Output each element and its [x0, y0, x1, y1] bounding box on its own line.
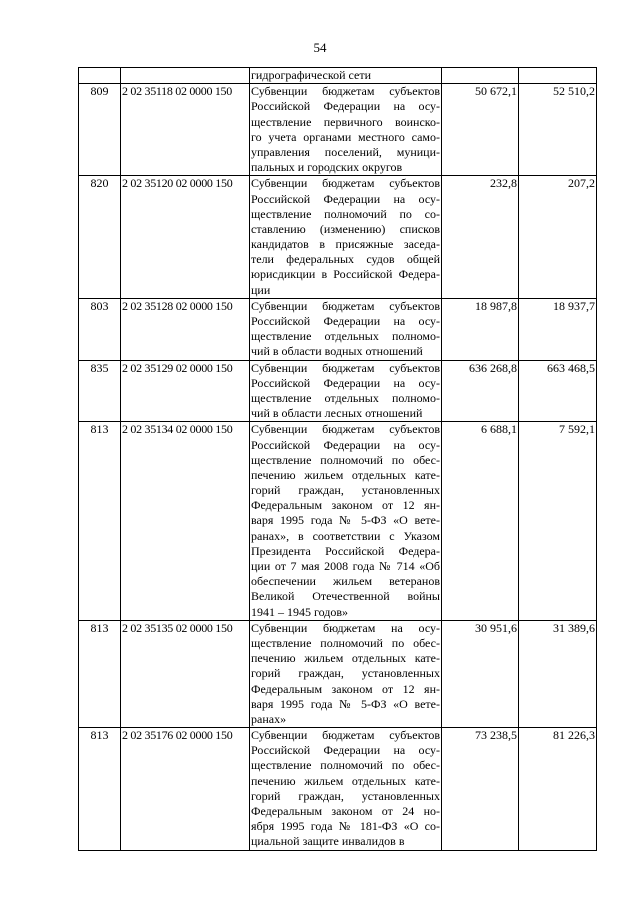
name-line: ществление полномочий по со-: [251, 206, 440, 221]
cell-value-2: 31 389,6: [519, 620, 597, 727]
cell-code: 803: [79, 298, 121, 360]
cell-name: [250, 176, 442, 299]
name-line: Федеральным законом от 12 ян-: [251, 681, 440, 696]
name-line: чий в области водных отношений: [251, 344, 423, 359]
name-line: Российской Федерации на осу-: [251, 191, 440, 206]
name-line: чий в области лесных отношений: [251, 406, 423, 421]
cell-name: [250, 360, 442, 422]
table-row: [79, 360, 597, 422]
name-line: кандидатов в присяжные заседа-: [251, 237, 440, 252]
name-line: Российской Федерации на осу-: [251, 99, 440, 114]
page-number: 54: [313, 40, 327, 55]
cell-value-2: [519, 68, 597, 84]
cell-kbk: 2 02 35118 02 0000 150: [121, 84, 250, 176]
name-line: Российской Федерации на осу-: [251, 375, 440, 390]
table-row: [79, 728, 597, 851]
table-row: [79, 84, 597, 176]
cell-name: [250, 298, 442, 360]
name-line: Великой Отечественной войны: [251, 589, 440, 604]
table-body: [79, 68, 597, 851]
cell-kbk: 2 02 35120 02 0000 150: [121, 176, 250, 299]
name-line: печению жильем отдельных кате-: [251, 651, 440, 666]
cell-code: 809: [79, 84, 121, 176]
cell-value-1: 636 268,8: [442, 360, 519, 422]
cell-code: [79, 68, 121, 84]
cell-value-2: 207,2: [519, 176, 597, 299]
name-line: Субвенции бюджетам субъектов: [251, 176, 440, 191]
budget-table: [78, 67, 597, 851]
cell-code: 813: [79, 728, 121, 851]
cell-kbk: 2 02 35129 02 0000 150: [121, 360, 250, 422]
name-line: Российской Федерации на осу-: [251, 314, 440, 329]
name-line: варя 1995 года № 5-ФЗ «О вете-: [251, 696, 440, 711]
cell-value-2: 81 226,3: [519, 728, 597, 851]
cell-value-1: 73 238,5: [442, 728, 519, 851]
name-line: ществление отдельных полномо-: [251, 390, 440, 405]
name-line: обеспечении жильем ветеранов: [251, 574, 440, 589]
cell-code: 820: [79, 176, 121, 299]
name-line: ществление полномочий по обес-: [251, 635, 440, 650]
name-line: ществление полномочий по обес-: [251, 758, 440, 773]
name-line: управления поселений, муници-: [251, 144, 440, 159]
name-line: Федеральным законом от 12 ян-: [251, 498, 440, 513]
cell-value-1: [442, 68, 519, 84]
name-line: горий граждан, установленных: [251, 788, 440, 803]
name-line: Субвенции бюджетам субъектов: [251, 360, 440, 375]
cell-value-2: 7 592,1: [519, 422, 597, 620]
name-line: ранах»: [251, 711, 287, 726]
cell-value-2: 18 937,7: [519, 298, 597, 360]
cell-value-1: 18 987,8: [442, 298, 519, 360]
name-line: ции от 7 мая 2008 года № 714 «Об: [251, 559, 440, 574]
cell-value-1: 30 951,6: [442, 620, 519, 727]
name-line: ществление первичного воинско-: [251, 114, 440, 129]
cell-code: 835: [79, 360, 121, 422]
name-line: ставлению (изменению) списков: [251, 221, 440, 236]
name-line: горий граждан, установленных: [251, 483, 440, 498]
name-line: Президента Российской Федера-: [251, 543, 440, 558]
cell-name: [250, 422, 442, 620]
cell-name: [250, 620, 442, 727]
name-line: Субвенции бюджетам субъектов: [251, 298, 440, 313]
table-row: [79, 422, 597, 620]
cell-value-2: 663 468,5: [519, 360, 597, 422]
cell-value-1: 50 672,1: [442, 84, 519, 176]
cell-kbk: 2 02 35134 02 0000 150: [121, 422, 250, 620]
name-line: ранах», в соответствии с Указом: [251, 528, 440, 543]
cell-value-2: 52 510,2: [519, 84, 597, 176]
name-line: 1941 – 1945 годов»: [251, 604, 349, 619]
name-line: варя 1995 года № 5-ФЗ «О вете-: [251, 513, 440, 528]
cell-name: [250, 84, 442, 176]
name-line: Российской Федерации на осу-: [251, 437, 440, 452]
name-line: печению жильем отдельных кате-: [251, 773, 440, 788]
name-line: ществление полномочий по обес-: [251, 452, 440, 467]
name-line: ября 1995 года № 181-ФЗ «О со-: [251, 819, 440, 834]
name-line: ции: [251, 282, 271, 297]
table-row: [79, 176, 597, 299]
table-row-continuation: [79, 68, 597, 84]
name-line: печению жильем отдельных кате-: [251, 467, 440, 482]
cell-name: [250, 728, 442, 851]
name-line: горий граждан, установленных: [251, 666, 440, 681]
table-row: [79, 620, 597, 727]
cell-kbk: [121, 68, 250, 84]
name-line: Субвенции бюджетам субъектов: [251, 422, 440, 437]
name-line: Субвенции бюджетам на осу-: [251, 620, 440, 635]
name-line: Федеральным законом от 24 но-: [251, 804, 440, 819]
name-line: Российской Федерации на осу-: [251, 743, 440, 758]
cell-name: гидрографической сети: [250, 68, 442, 84]
cell-value-1: 6 688,1: [442, 422, 519, 620]
name-line: тели федеральных судов общей: [251, 252, 440, 267]
table-row: [79, 298, 597, 360]
cell-value-1: 232,8: [442, 176, 519, 299]
cell-code: 813: [79, 422, 121, 620]
name-line: циальной защите инвалидов в: [251, 834, 405, 849]
name-line: Субвенции бюджетам субъектов: [251, 84, 440, 99]
cell-kbk: 2 02 35128 02 0000 150: [121, 298, 250, 360]
name-line: ществление отдельных полномо-: [251, 329, 440, 344]
name-line: пальных и городских округов: [251, 160, 403, 175]
name-line: го учета органами местного само-: [251, 129, 440, 144]
name-line: Субвенции бюджетам субъектов: [251, 728, 440, 743]
cell-code: 813: [79, 620, 121, 727]
cell-kbk: 2 02 35176 02 0000 150: [121, 728, 250, 851]
cell-kbk: 2 02 35135 02 0000 150: [121, 620, 250, 727]
name-line: юрисдикции в Российской Федера-: [251, 267, 440, 282]
